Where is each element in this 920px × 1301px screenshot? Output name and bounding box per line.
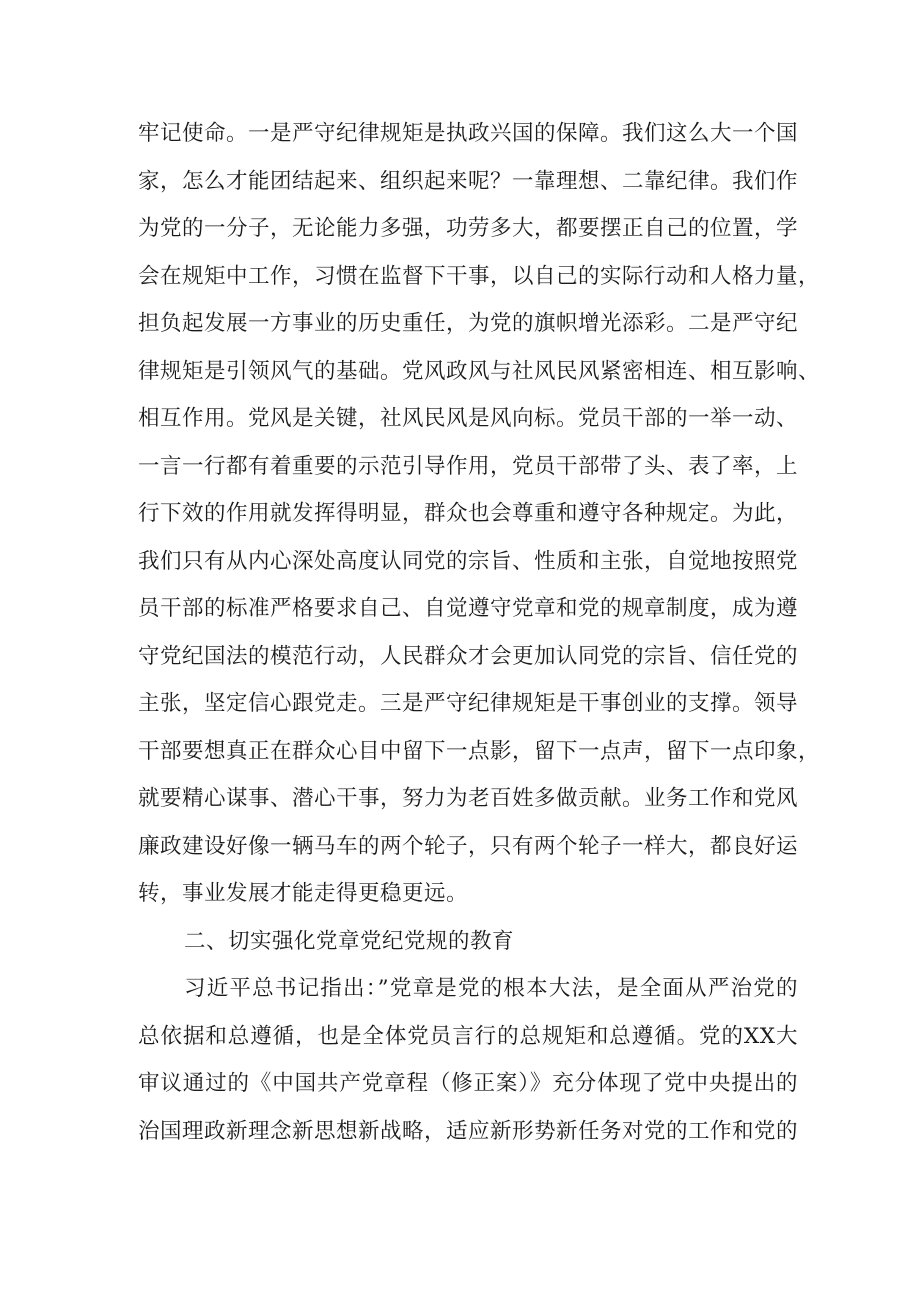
text-line: 习近平总书记指出：”党章是党的根本大法，是全面从严治党的	[184, 976, 798, 1001]
text-line: 守党纪国法的模范行动，人民群众才会更加认同党的宗旨、信任党的	[138, 643, 799, 669]
text-line: 干部要想真正在群众心目中留下一点影，留下一点声，留下一点印象，	[138, 738, 821, 764]
text-line: 我们只有从内心深处高度认同党的宗旨、性质和主张，自觉地按照党	[138, 548, 799, 574]
section-heading: 二、切实强化党章党纪党规的教育	[184, 928, 515, 954]
text-line: 担负起发展一方事业的历史重任，为党的旗帜增光添彩。二是严守纪	[138, 311, 799, 336]
text-line: 就要精心谋事、潜心干事，努力为老百姓多做贡献。业务工作和党风	[138, 786, 799, 811]
text-line: 会在规矩中工作，习惯在监督下干事，以自己的实际行动和人格力量，	[138, 263, 821, 289]
text-line: 转，事业发展才能走得更稳更远。	[138, 881, 469, 906]
text-line: 主张，坚定信心跟党走。三是严守纪律规矩是干事创业的支撑。领导	[138, 691, 799, 716]
text-line: 行下效的作用就发挥得明显，群众也会尊重和遵守各种规定。为此，	[138, 501, 799, 526]
text-line: 总依据和总遵循，也是全体党员言行的总规矩和总遵循。党的XX大	[138, 1023, 798, 1049]
text-line: 牢记使命。一是严守纪律规矩是执政兴国的保障。我们这么大一个国	[138, 121, 799, 146]
text-line: 治国理政新理念新思想新战略，适应新形势新任务对党的工作和党的	[138, 1118, 799, 1144]
text-line: 家，怎么才能团结起来、组织起来呢？一靠理想、二靠纪律。我们作	[138, 168, 799, 194]
document-body	[138, 110, 821, 1155]
text-line: 廉政建设好像一辆马车的两个轮子，只有两个轮子一样大，都良好运	[138, 833, 799, 859]
text-line: 一言一行都有着重要的示范引导作用，党员干部带了头、表了率，上	[138, 453, 799, 479]
text-line: 为党的一分子，无论能力多强，功劳多大，都要摆正自己的位置，学	[138, 216, 799, 241]
text-line: 律规矩是引领风气的基础。党风政风与社风民风紧密相连、相互影响、	[138, 358, 821, 384]
text-line: 员干部的标准严格要求自己、自觉遵守党章和党的规章制度，成为遵	[138, 596, 799, 621]
text-line: 相互作用。党风是关键，社风民风是风向标。党员干部的一举一动、	[138, 406, 799, 431]
text-line: 审议通过的《中国共产党章程（修正案）》充分体现了党中央提出的	[138, 1071, 798, 1096]
